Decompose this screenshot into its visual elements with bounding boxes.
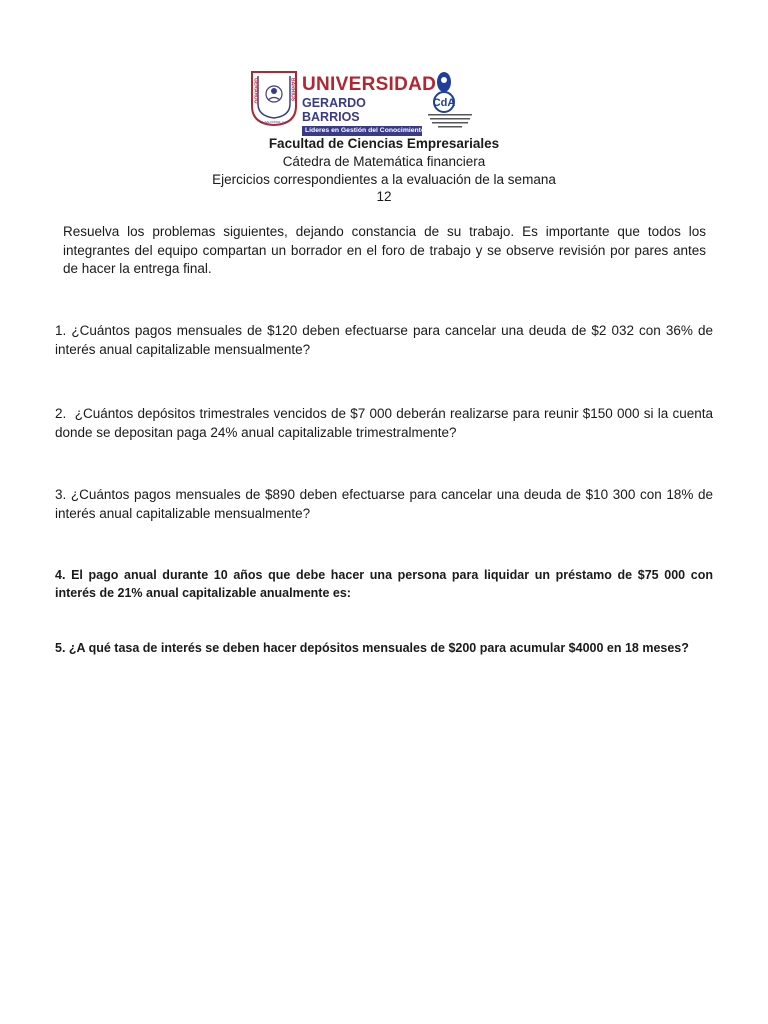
faculty-title: Facultad de Ciencias Empresariales: [268, 136, 500, 151]
university-logo: [250, 70, 476, 134]
cda-letters: CdA: [432, 97, 456, 109]
question-text: ¿Cuántos depósitos trimestrales vencidos de $7 000 deberán realizarse para reunir $150 000 si la cuenta donde se depositan paga 24% anual capitalizable trimestralmente?: [55, 406, 714, 440]
university-wordmark: [302, 74, 437, 136]
university-name-line2: GERARDO BARRIOS: [302, 96, 366, 124]
question-number: 1.: [55, 323, 67, 338]
university-tagline: Líderes en Gestión del Conocimiento: [302, 126, 422, 136]
question-text: ¿A qué tasa de interés se deben hacer depósitos mensuales de $200 para acumular $4000 en 18 meses?: [68, 641, 689, 655]
evaluation-subtitle: Ejercicios correspondientes a la evaluación de la semana: [212, 172, 556, 187]
university-crest-icon: [250, 70, 298, 126]
crest-left-text: GERARDO: [252, 78, 259, 104]
question-number: 5.: [55, 641, 66, 655]
question-text: ¿Cuántos pagos mensuales de $890 deben efectuarse para cancelar una deuda de $10 300 con 18% de interés anual capitalizable mensualmente?: [55, 487, 713, 521]
question-text: ¿Cuántos pagos mensuales de $120 deben efectuarse para cancelar una deuda de $2 032 con 36% de interés anual capitalizable mensualmente?: [55, 323, 713, 357]
question-5: [55, 639, 713, 657]
cda-accreditation-icon: [428, 70, 476, 130]
question-text: El pago anual durante 10 años que debe hacer una persona para liquidar un préstamo de $75 000 con interés de 21% anual capitalizable anualmente es:: [55, 568, 713, 600]
question-3: [55, 485, 713, 523]
question-number: 4.: [55, 568, 66, 582]
question-number: 2.: [55, 406, 67, 421]
question-number: 3.: [55, 487, 67, 502]
instructions-paragraph: Resuelva los problemas siguientes, dejando constancia de su trabajo. Es importante que todos los integrantes del equipo compartan un borrador en el foro de trabajo y se observe revisión por pares antes de hacer la entrega final.: [63, 224, 706, 276]
chair-title: Cátedra de Matemática financiera: [282, 154, 486, 169]
crest-bottom-text: EL SALVADOR, C.A.: [260, 120, 288, 124]
question-1: [55, 321, 713, 359]
university-name-line1: UNIVERSIDAD: [302, 74, 437, 95]
week-number: 12: [376, 189, 392, 204]
crest-right-text: BARRIOS: [289, 78, 296, 102]
question-4: [55, 566, 713, 602]
question-2: [55, 404, 713, 442]
